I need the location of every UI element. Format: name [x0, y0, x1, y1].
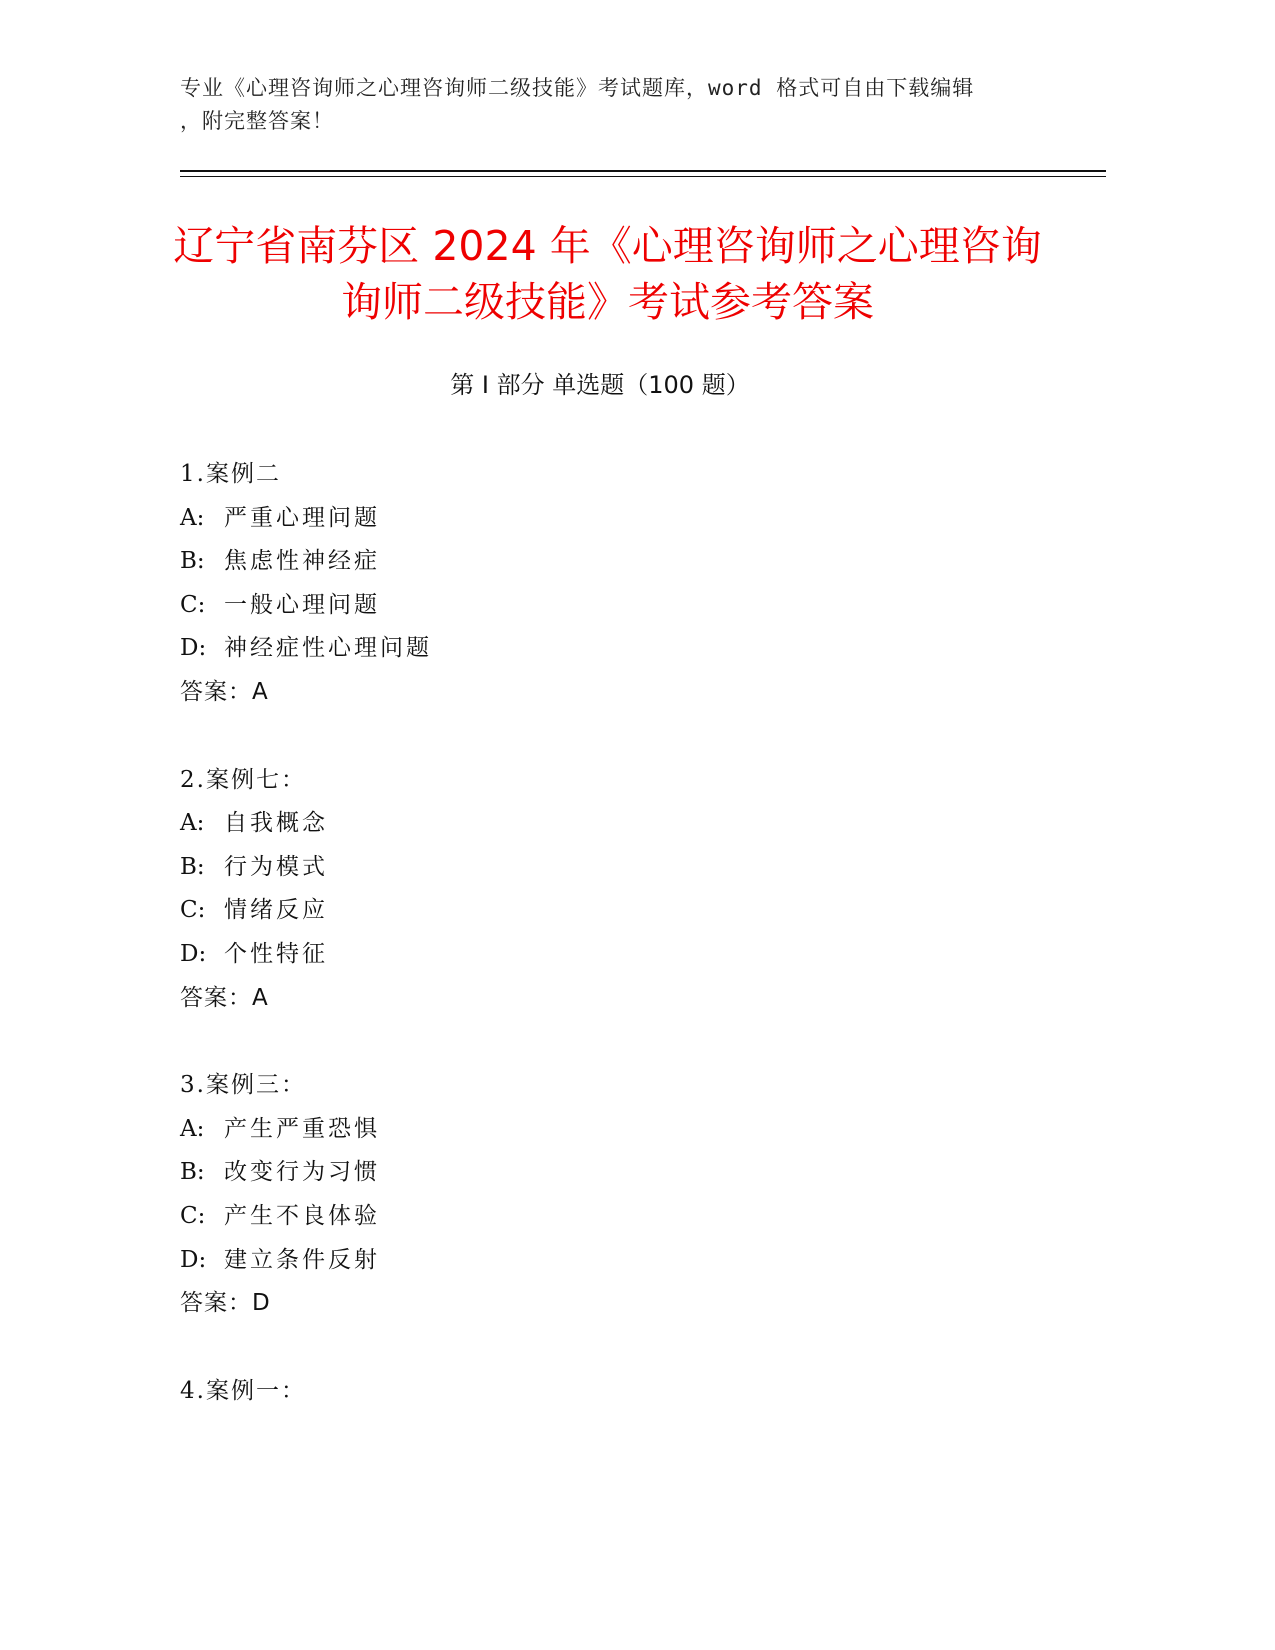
option-text: 神经症性心理问题 [224, 635, 432, 662]
question-4 [180, 1369, 1080, 1413]
option-key: D: [180, 1246, 207, 1273]
document-title-line-2: 询师二级技能》考试参考答案 [341, 278, 874, 326]
question-title: 2.案例七： [180, 766, 306, 793]
option-key: D: [180, 635, 207, 662]
option-text: 情绪反应 [224, 897, 328, 924]
question-title: 3.案例三： [180, 1072, 306, 1099]
answer-line: 答案：D [180, 1290, 271, 1317]
question-1 [180, 452, 1080, 714]
option-a [180, 496, 1080, 540]
answer-line: 答案：A [180, 984, 269, 1011]
option-d [180, 1238, 1080, 1282]
option-a [180, 1107, 1080, 1151]
option-key: C: [180, 897, 206, 924]
header-note [180, 72, 1060, 138]
option-b [180, 1150, 1080, 1194]
option-a [180, 801, 1080, 845]
option-key: C: [180, 1202, 206, 1229]
option-text: 严重心理问题 [224, 504, 380, 531]
option-text: 一般心理问题 [224, 591, 380, 618]
option-key: B: [180, 853, 205, 880]
header-divider-thin [180, 176, 1106, 177]
question-list [180, 452, 1080, 1456]
header-note-line-1: 专业《心理咨询师之心理咨询师二级技能》考试题库，word 格式可自由下载编辑 [180, 76, 975, 100]
option-text: 产生不良体验 [224, 1202, 380, 1229]
option-c [180, 888, 1080, 932]
option-b [180, 845, 1080, 889]
header-note-line-2: ，附完整答案！ [180, 109, 334, 133]
option-key: A: [180, 1115, 205, 1142]
question-2 [180, 758, 1080, 1020]
option-text: 建立条件反射 [224, 1246, 380, 1273]
question-title: 4.案例一： [180, 1377, 306, 1404]
option-text: 自我概念 [224, 810, 328, 837]
option-text: 产生严重恐惧 [224, 1115, 380, 1142]
option-key: A: [180, 810, 205, 837]
question-3 [180, 1063, 1080, 1325]
document-title-line-1: 辽宁省南芬区 2024 年《心理咨询师之心理咨询 [173, 222, 1042, 270]
section-heading: 第 I 部分 单选题（100 题） [450, 371, 750, 399]
document-title [150, 218, 1065, 330]
option-text: 个性特征 [224, 940, 328, 967]
header-divider-thick [180, 170, 1106, 172]
question-title: 1.案例二 [180, 461, 281, 487]
option-d [180, 626, 1080, 670]
option-text: 改变行为习惯 [224, 1159, 380, 1186]
option-key: D: [180, 940, 207, 967]
option-c [180, 1194, 1080, 1238]
option-b [180, 539, 1080, 583]
option-key: A: [180, 504, 205, 531]
option-d [180, 932, 1080, 976]
option-key: C: [180, 591, 206, 618]
option-c [180, 583, 1080, 627]
option-key: B: [180, 1159, 205, 1186]
answer-line: 答案：A [180, 678, 269, 705]
option-text: 行为模式 [224, 853, 328, 880]
option-text: 焦虑性神经症 [224, 548, 380, 575]
option-key: B: [180, 548, 205, 575]
